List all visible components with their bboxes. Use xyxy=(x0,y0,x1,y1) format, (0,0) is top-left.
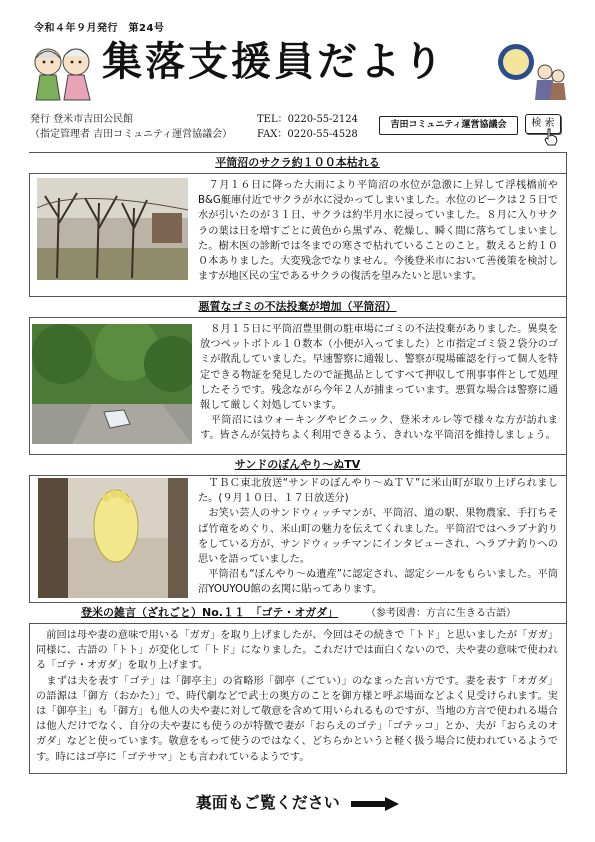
publisher-line-2: （指定管理者 吉田コミュニティ運営協議会） xyxy=(30,129,233,140)
section-3-title: サンドのぼんやり～ぬTV xyxy=(234,458,361,471)
section-1-heading xyxy=(29,152,566,174)
hand-cursor-icon xyxy=(543,128,559,146)
elderly-couple-illustration xyxy=(28,40,98,102)
tel: TEL：0220-55-2124 xyxy=(257,114,358,125)
section-1-title: 平筒沼のサクラ約１００本枯れる xyxy=(215,156,380,169)
section-3-heading xyxy=(29,454,566,476)
arrow-right-icon xyxy=(351,797,399,811)
section-4-title: 登米の雑言（ざれごと）No.１１ 「ゴテ・オガダ」 xyxy=(81,606,339,619)
see-back-label: 裏面もご覧ください xyxy=(195,793,340,812)
publisher-info xyxy=(30,112,232,142)
publisher-line-1: 発行 登米市吉田公民館 xyxy=(30,114,134,125)
contact-info xyxy=(257,112,358,142)
section-2-heading xyxy=(29,296,566,318)
certification-sticker-photo xyxy=(38,478,188,598)
moon-viewing-illustration xyxy=(490,42,568,100)
fax: FAX：0220-55-4528 xyxy=(257,129,358,140)
newsletter-title: 集落支援員だより xyxy=(102,39,446,85)
cherry-tree-photo xyxy=(37,178,188,280)
section-3-body: ＴＢＣ東北放送“サンドのぼんやり～ぬＴＶ”に米山町が取り上げられました。(９月１０日、１７日放送分) お笑い芸人のサンドウィッチマンが、平筒沼、道の駅、果物農家、手打ちそば竹竜をめぐり、米山町の魅力を伝えてくれました。平筒沼ではヘラブナ釣りをしている方が、サンドウィッチマンにインタビューされ、ヘラブナ釣りへの思いを語っていました。 平筒沼も“ぼんやり～ぬ遺産”に認定され、認定シールをもらいました。平筒沼YOUYOU館の玄関に貼ってあります。 xyxy=(198,478,558,596)
section-2-title: 悪質なゴミの不法投棄が増加（平筒沼） xyxy=(198,300,397,313)
section-4-body: 前回は母や妻の意味で用いる「ガガ」を取り上げましたが、今回はその続きで「トド」と思いましたが「ガガ」同様に、古語の「トト」が変化して「トド」になりました。これだけでは面白くないので、夫や妻の意味で使われる「ゴテ・オガダ」を取り上げます。 まずは夫を表す「ゴテ」は「御亭主」の省略形「御亭（ごてい）」のなまった言い方です。妻を表す「オガダ」の語源は「御方（おかた）」で、時代劇などで武士の奥方のことを御方様と呼ぶ場面などよく見受けられます。実は「御亭主」も「御方」も他人の夫や妻に対して敬意を含めて用いられるものですが、当地の方言で使われる場合は他人だけでなく、自分の夫や妻にも使うのが特徴で妻が「おらえのゴテ」「ゴテッコ」とか、夫が「おらえのオガダ」などと使っています。敬意をもって使うのではなく、どちらかというと軽く扱う場合に使われているようです。時にはゴ亭に「ゴテサマ」とも言われているようです。 xyxy=(36,630,558,763)
section-4-heading xyxy=(29,602,566,624)
search-button[interactable]: 検 索 xyxy=(525,114,561,134)
garbage-dump-photo xyxy=(32,324,192,444)
see-back-notice xyxy=(0,790,595,813)
section-2-body: ８月１５日に平筒沼豊里側の駐車場にゴミの不法投棄がありました。異臭を放つペットボトル１０数本（小便が入ってました）と市指定ゴミ袋２袋分のゴミが散乱していました。早速警察に通報し、警察が現場確認を行って個人を特定できる物証を発見したので証拠品としてすべて押収して刑事事件として処理したそうです。残念ながら今年２人が捕まっています。悪質な場合は警察に通報して厳しく対処しています。 平筒沼にはウォーキングやピクニック、登米オルレ等で様々な方が訪れます。皆さんが気持ちよく利用できるよう、きれいな平筒沼を維持しましょう。 xyxy=(200,324,558,442)
issue-label: 令和４年９月発行 第24号 xyxy=(34,23,165,34)
section-4-reference: （参考図書：方言に生きる古語） xyxy=(365,608,516,619)
org-search-box: 吉田コミュニティ運営協議会 xyxy=(379,116,518,135)
section-1-body: ７月１６日に降った大雨により平筒沼の水位が急激に上昇して浮桟橋前やB&G艇庫付近でサクラが水に浸かってしまいました。水位のピークは２５日で水が引いたのが３１日、サクラは約半月水に浸っていました。８月に入りサクラの葉は日を増すごとに黄色から黒ずみ、乾燥し、瞬く間に落ちてしまいました。樹木医の診断では冬までの寒さで枯れていることのこと。数えると約１００本ありました。大変残念でなりません。今後登米市において善後策を検討しますが地区民の宝であるサクラの復活を望みたいと思います。 xyxy=(198,180,558,283)
